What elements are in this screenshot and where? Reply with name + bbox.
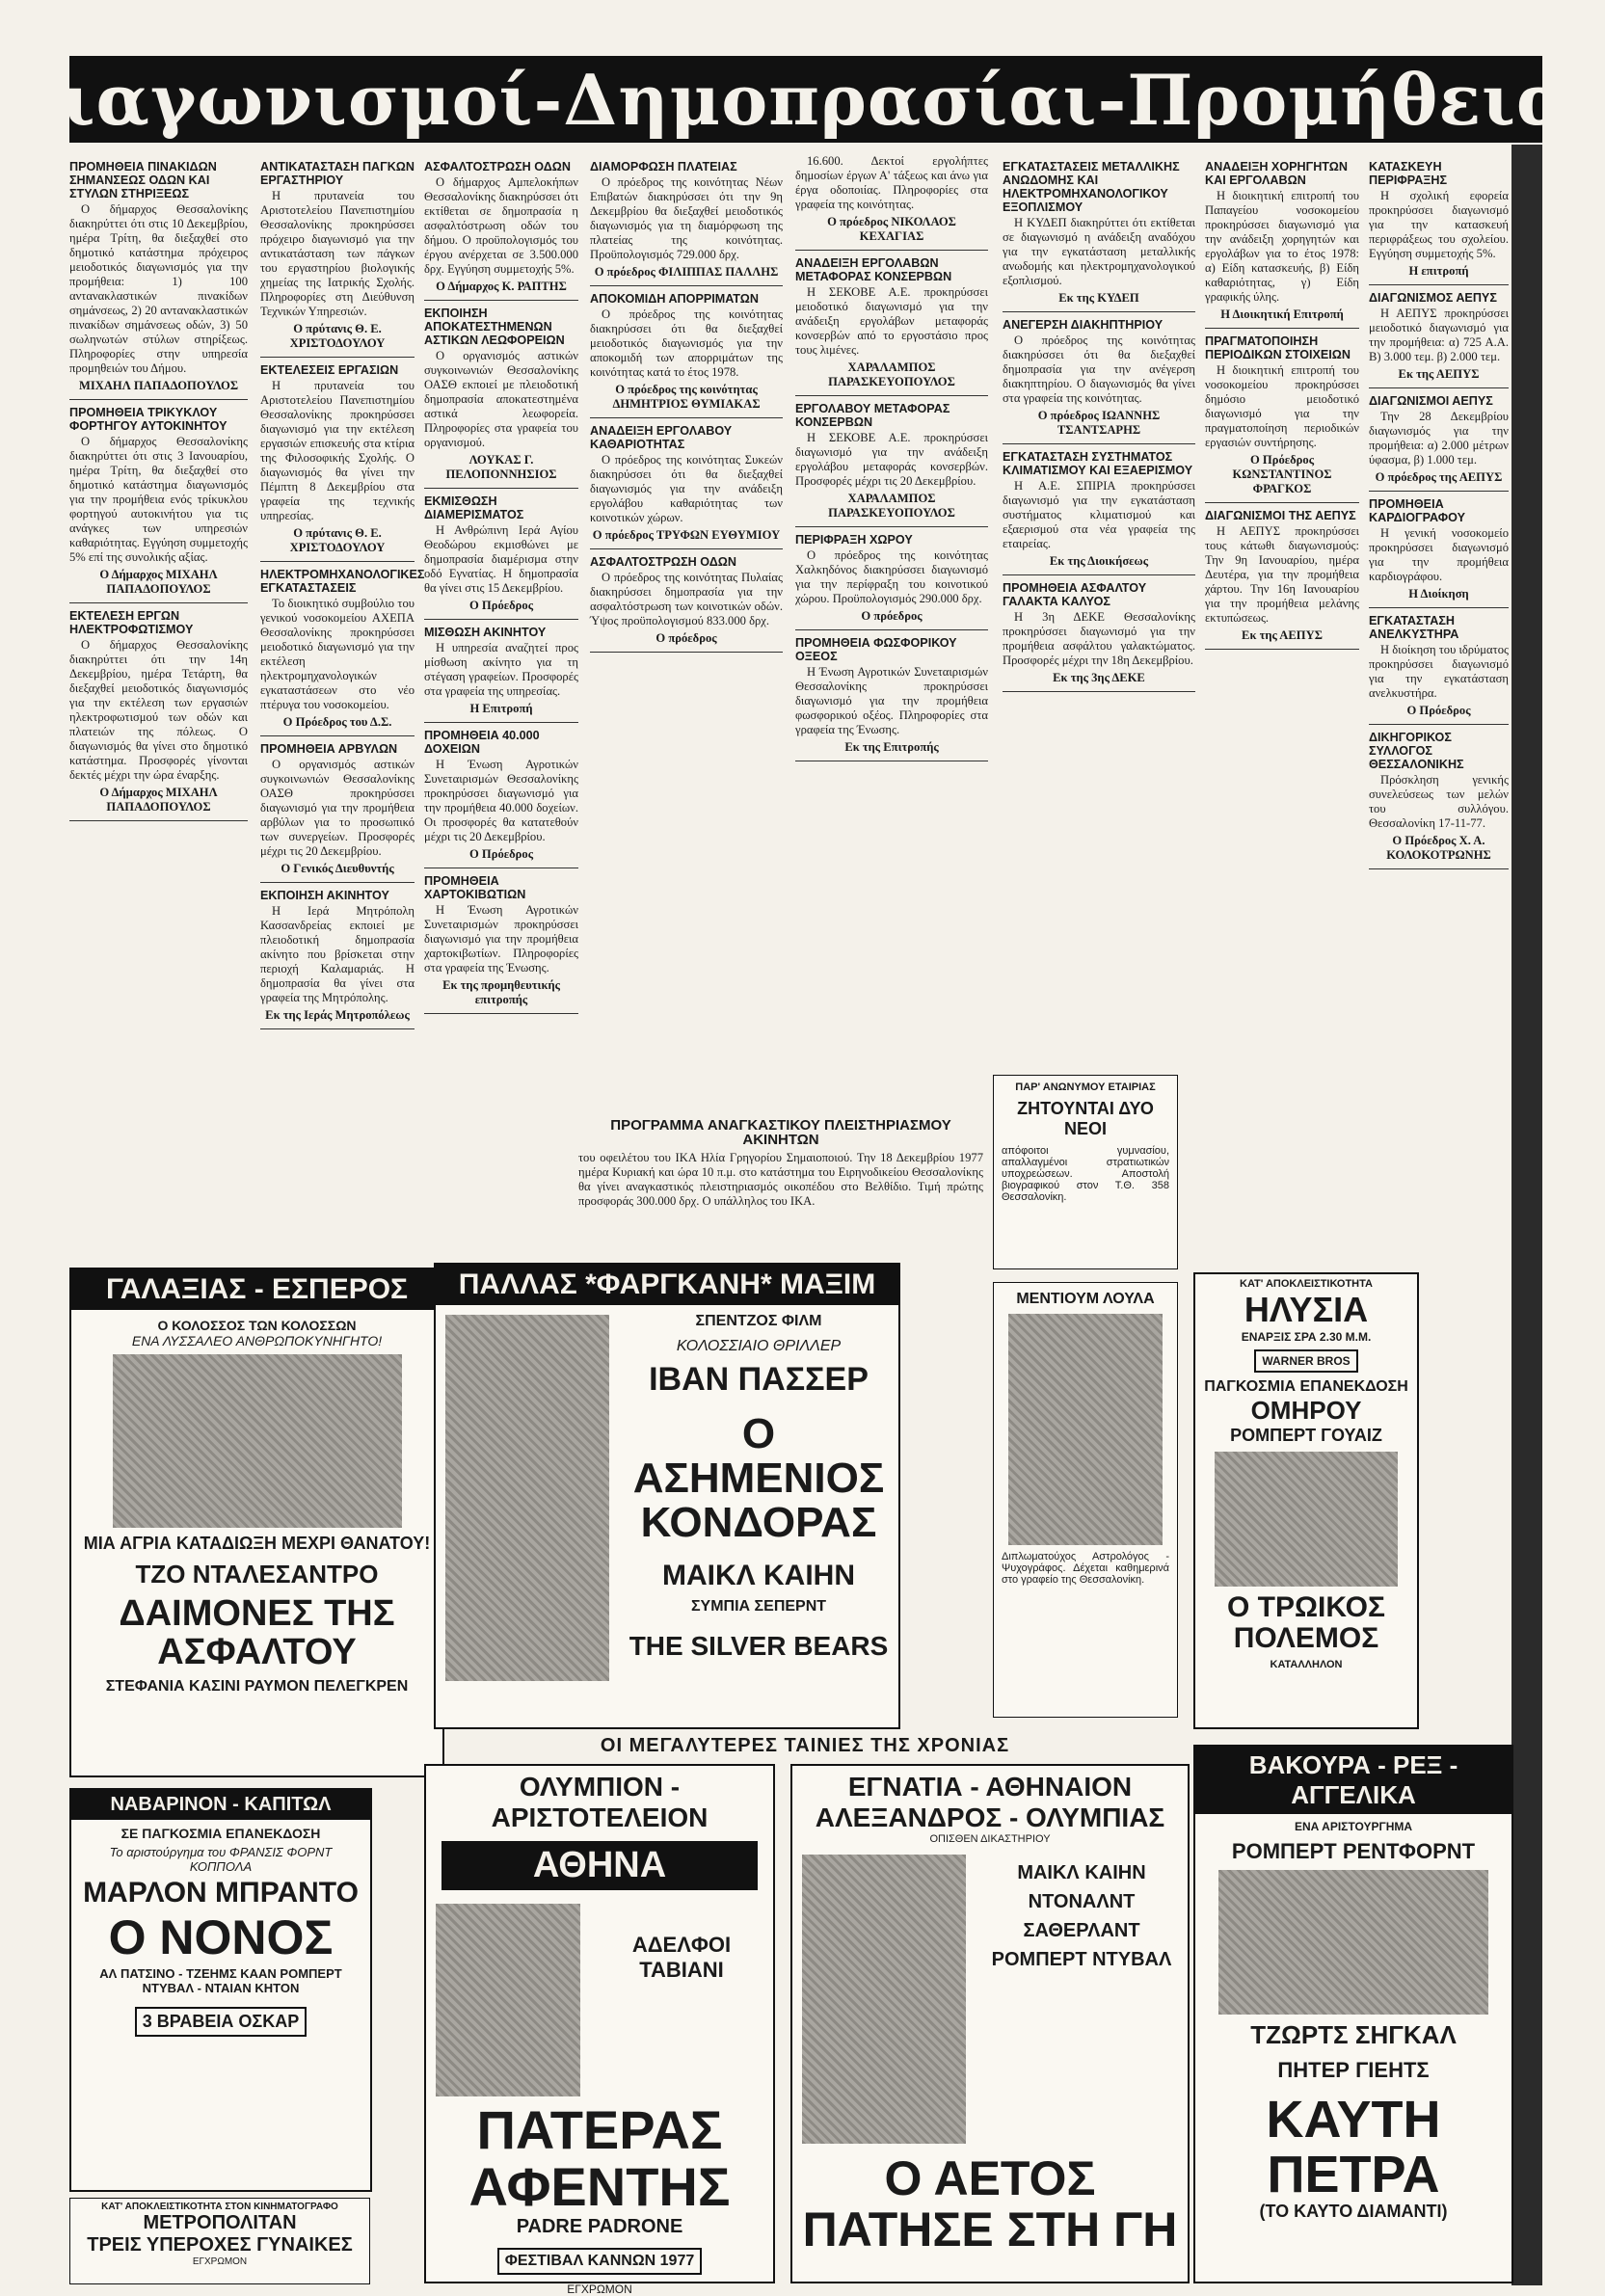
notice-body: Η ΣΕΚΟΒΕ Α.Ε. προκηρύσσει μειοδοτικό διαγωνισμό για την ανάδειξη εργολάβων μεταφοράς κονσερβών από το εργοστάσιο προς τους λιμένες. xyxy=(795,285,988,357)
notice-heading: ΕΓΚΑΤΑΣΤΑΣΗ ΣΥΣΤΗΜΑΤΟΣ ΚΛΙΜΑΤΙΣΜΟΥ ΚΑΙ ΕΞΑΕΡΙΣΜΟΥ xyxy=(1003,450,1193,477)
ad-pallas-studio: ΣΠΕΝΤΖΟΣ ΦΙΛΜ xyxy=(695,1313,822,1329)
ad-olympion-line1: ΑΔΕΛΦΟΙ ΤΑΒΙΑΝΙ xyxy=(631,1933,732,1982)
notice-body: Ο δήμαρχος Αμπελοκήπων Θεσσαλονίκης διακηρύσσει ότι εκτίθεται σε δημοπρασία η ασφαλτόστρωση οδών του δήμου. Ο προϋπολογισμός του έργου ανέρχεται σε 3.500.000 δρχ. Εγγύηση συμμετοχής 5%. xyxy=(424,175,578,276)
notice-signature: Ο πρόεδρος ΦΙΛΙΠΠΑΣ ΠΑΛΛΗΣ xyxy=(594,265,779,279)
divider xyxy=(795,395,988,396)
ad-pallas-star: ΜΑΙΚΛ ΚΑΙΗΝ xyxy=(662,1559,855,1591)
notice-heading: ΠΡΑΓΜΑΤΟΠΟΙΗΣΗ ΠΕΡΙΟΔΙΚΩΝ ΣΤΟΙΧΕΙΩΝ xyxy=(1205,334,1351,361)
divider xyxy=(1205,502,1359,503)
divider xyxy=(1003,574,1195,575)
notice-body: Ο δήμαρχος Θεσσαλονίκης διακηρύττει ότι στις 10 Δεκεμβρίου, ημέρα Τρίτη, θα διεξαχθεί στο δημοτικό κατάστημα πρόχειρος μειοδοτικός διαγωνισμός για την προμήθεια: 1) 100 αντανακλαστικών πινακίδων σημάνσεως, 2) 20 αντανακλαστικών πινακίδων σημάνσεως οδών, 3) 50 σωληνωτών στύλων στηρίξεως. Πληροφορίες στην υπηρεσία προμηθειών του Δήμου. xyxy=(69,202,248,375)
ad-navarinon-star: ΜΑΡΛΟΝ ΜΠΡΑΝΤΟ xyxy=(83,1877,359,1909)
ad-navarinon-cast: ΑΛ ΠΑΤΣΙΝΟ - ΤΖΕΗΜΣ ΚΑΑΝ ΡΟΜΠΕΡΤ ΝΤΥΒΑΛ - ΝΤΑΙΑΝ ΚΗΤΟΝ xyxy=(99,1966,342,1995)
notice-signature: Ο Δήμαρχος Κ. ΡΑΠΤΗΣ xyxy=(436,280,567,293)
notice-body: Η σχολική εφορεία προκηρύσσει διαγωνισμό για την κατασκευή περιφράξεως του σχολείου. Εγγύηση συμμετοχής 5%. xyxy=(1369,189,1509,260)
notice-body: Η διοικητική επιτροπή του νοσοκομείου προκηρύσσει δημόσιο μειοδοτικό διαγωνισμό για την πραγματοποίηση περιοδικών εργασιών συντήρησης. xyxy=(1205,363,1359,449)
ad-ilysia-star: ΡΟΜΠΕΡΤ ΓΟΥΑΙΖ xyxy=(1230,1426,1382,1445)
ad-ilysia-line2: ΠΑΓΚΟΣΜΙΑ ΕΠΑΝΕΚΔΟΣΗ xyxy=(1204,1378,1408,1395)
ad-mentioum-title: ΜΕΝΤΙΟΥΜ ΛΟΥΛΑ xyxy=(1016,1291,1155,1307)
page-fold-edge xyxy=(1511,145,1542,2285)
notice-body: Η Α.Ε. ΣΠΙΡΙΑ προκηρύσσει διαγωνισμό για την εγκατάσταση συστήματος κλιματισμού και εξαερισμού στα νέα γραφεία της εταιρείας. xyxy=(1003,479,1195,550)
divider xyxy=(590,652,783,653)
ad-mentioum-photo xyxy=(1008,1314,1163,1545)
notice-signature: Ο πρόεδρος ΝΙΚΟΛΑΟΣ ΚΕΧΑΓΙΑΣ xyxy=(827,215,956,243)
ad-pallas-director: ΙΒΑΝ ΠΑΣΣΕΡ xyxy=(649,1361,869,1398)
notice-body: Η ΑΕΠΥΣ προκηρύσσει τους κάτωθι διαγωνισμούς: Την 9η Ιανουαρίου, ημέρα Δευτέρα, για την προμήθεια χάρτου. Την 16η Ιανουαρίου για την προμήθεια μελάνης εκτυπώσεως. xyxy=(1205,524,1359,625)
divider xyxy=(1003,443,1195,444)
notice-heading: ΔΙΑΓΩΝΙΣΜΟΣ ΑΕΠΥΣ xyxy=(1369,291,1497,305)
divider xyxy=(795,250,988,251)
notice-body: Ο οργανισμός αστικών συγκοινωνιών Θεσσαλονίκης ΟΑΣΘ προκηρύσσει διαγωνισμό για την προμήθεια αρβύλων για το προσωπικό των συνεργείων. Προσφορές μέχρι τις 20 Δεκεμβρίου. xyxy=(260,758,415,858)
notice-signature: Εκ της προμηθευτικής επιτροπής xyxy=(442,978,560,1006)
notice-body: Ο δήμαρχος Θεσσαλονίκης διακηρύττει ότι στις 3 Ιανουαρίου, ημέρα Τρίτη, θα διεξαχθεί στο δημοτικό κατάστημα διαγωνισμός για την προμήθεια ενός τρίκυκλου φορτηγού αυτοκινήτου για τις ανάγκες των υπηρεσιών καθαριότητας. Εγγύηση συμμετοχής 5% επί της συνολικής αξίας. xyxy=(69,435,248,564)
notice-heading: ΕΚΠΟΙΗΣΗ ΑΠΟΚΑΤΕΣΤΗΜΕΝΩΝ ΑΣΤΙΚΩΝ ΛΕΩΦΟΡΕΙΩΝ xyxy=(424,307,565,347)
notice-signature: Ο πρόεδρος ΙΩΑΝΝΗΣ ΤΣΑΝΤΣΑΡΗΣ xyxy=(1037,409,1161,437)
notice-heading: ΔΙΑΜΟΡΦΩΣΗ ΠΛΑΤΕΙΑΣ xyxy=(590,160,737,174)
ad-egnatia-head: ΕΓΝΑΤΙΑ - ΑΘΗΝΑΙΟΝ xyxy=(847,1772,1133,1802)
notice-body: Η Ιερά Μητρόπολη Κασσανδρείας εκποιεί με πλειοδοτική δημοπρασία ακίνητο που βρίσκεται στην περιοχή Καλαμαριάς. Η δημοπρασία θα γίνει στα γραφεία της Μητρόπολης. xyxy=(260,904,415,1004)
column-5 xyxy=(795,154,988,1118)
divider xyxy=(260,882,415,883)
ad-agency-title: ΖΗΤΟΥΝΤΑΙ ΔΥΟ ΝΕΟΙ xyxy=(1017,1099,1154,1138)
notice-body: Η ΣΕΚΟΒΕ Α.Ε. προκηρύσσει διαγωνισμό για την ανάδειξη εργολάβου μεταφοράς κονσερβών. Προσφορές μέχρι τις 20 Δεκεμβρίου. xyxy=(795,431,988,488)
films-strip: ΟΙ ΜΕΓΑΛΥΤΕΡΕΣ ΤΑΙΝΙΕΣ ΤΗΣ ΧΡΟΝΙΑΣ xyxy=(600,1735,1010,1756)
divider xyxy=(260,1028,415,1029)
notice-signature: Ο Πρόεδρος xyxy=(468,847,534,861)
notice-heading: ΕΚΜΙΣΘΩΣΗ ΔΙΑΜΕΡΙΣΜΑΤΟΣ xyxy=(424,494,524,521)
notice-signature: Ο Πρόεδρος ΚΩΝΣΤΑΝΤΙΝΟΣ ΦΡΑΓΚΟΣ xyxy=(1232,453,1332,495)
notice-heading: ΔΙΑΓΩΝΙΣΜΟΙ ΤΗΣ ΑΕΠΥΣ xyxy=(1205,509,1356,522)
notice-body: Το διοικητικό συμβούλιο του γενικού νοσοκομείου ΑΧΕΠΑ Θεσσαλονίκης προκηρύσσει μειοδοτικό διαγωνισμό για την εκτέλεση ηλεκτρομηχανολογικών εγκαταστάσεων στο νέο πτέρυγα του νοσοκομείου. xyxy=(260,597,415,711)
ad-ilysia-photo xyxy=(1215,1452,1398,1587)
ad-olympion xyxy=(424,1764,775,2296)
column-7 xyxy=(1205,154,1359,1263)
divider xyxy=(1369,284,1509,285)
ad-ilysia-head: ΚΑΤ' ΑΠΟΚΛΕΙΣΤΙΚΟΤΗΤΑ xyxy=(1240,1278,1373,1290)
column-2 xyxy=(260,154,425,1263)
auction-program-title: ΠΡΟΓΡΑΜΜΑ ΑΝΑΓΚΑΣΤΙΚΟΥ ΠΛΕΙΣΤΗΡΙΑΣΜΟΥ ΑΚΙΝΗΤΩΝ xyxy=(610,1117,951,1148)
notice-heading: ΕΚΠΟΙΗΣΗ ΑΚΙΝΗΤΟΥ xyxy=(260,889,389,902)
ad-ilysia-foot: ΚΑΤΑΛΛΗΛΟΝ xyxy=(1270,1659,1343,1670)
ad-navarinon-head: ΝΑΒΑΡΙΝΟΝ - ΚΑΠΙΤΩΛ xyxy=(71,1790,370,1820)
divider xyxy=(1205,649,1359,650)
notice-signature: Ο Πρόεδρος xyxy=(468,599,534,612)
ad-navarinon xyxy=(69,1788,372,2192)
ad-galaxias-line2: ΕΝΑ ΛΥΣΣΑΛΕΟ ΑΝΘΡΩΠΟΚΥΝΗΓΗΤΟ! xyxy=(131,1333,383,1348)
notice-body: Η πρυτανεία του Αριστοτελείου Πανεπιστημίου Θεσσαλονίκης προκηρύσσει πρόχειρο διαγωνισμό για την αντικατάσταση των πάγκων του εργαστηρίου βιολογικής χημείας της Ιατρικής Σχολής. Πληροφορίες στη Διεύθυνση Τεχνικών Υπηρεσιών. xyxy=(260,189,415,318)
ad-agency-line1: ΠΑΡ' ΑΝΩΝΥΜΟΥ ΕΤΑΙΡΙΑΣ xyxy=(1015,1081,1156,1093)
ad-agency-text: απόφοιτοι γυμνασίου, απαλλαγμένοι στρατιωτικών υποχρεώσεων. Αποστολή βιογραφικού στον Τ.Θ. 358 Θεσσαλονίκη. xyxy=(1002,1145,1169,1203)
ad-vakoura-photo xyxy=(1218,1870,1488,2015)
notice-body: Ο πρόεδρος της κοινότητας Συκεών διακηρύσσει ότι θα διεξαχθεί διαγωνισμός για την ανάδειξη εργολάβου καθαριότητας των κοινοτικών χώρων. xyxy=(590,453,783,524)
notice-heading: ΑΝΤΙΚΑΤΑΣΤΑΣΗ ΠΑΓΚΩΝ ΕΡΓΑΣΤΗΡΙΟΥ xyxy=(260,160,415,187)
notice-heading: ΠΕΡΙΦΡΑΞΗ ΧΩΡΟΥ xyxy=(795,533,913,547)
notice-body: Η διοίκηση του ιδρύματος προκηρύσσει διαγωνισμό για την εγκατάσταση ανελκυστήρα. xyxy=(1369,643,1509,700)
ad-galaxias-line3: ΜΙΑ ΑΓΡΙΑ ΚΑΤΑΔΙΩΞΗ ΜΕΧΡΙ ΘΑΝΑΤΟΥ! xyxy=(83,1534,431,1553)
ad-vakoura-head: ΒΑΚΟΥΡΑ - ΡΕΞ - ΑΓΓΕΛΙΚΑ xyxy=(1195,1747,1511,1814)
ad-mentioum-text: Διπλωματούχος Αστρολόγος - Ψυχογράφος. Δέχεται καθημερινά στο γραφείο της Θεσσαλονίκη. xyxy=(1002,1551,1169,1586)
ad-galaxias-line1: Ο ΚΟΛΟΣΣΟΣ ΤΩΝ ΚΟΛΟΣΣΩΝ xyxy=(157,1318,357,1333)
notice-heading: ΠΡΟΜΗΘΕΙΑ ΚΑΡΔΙΟΓΡΑΦΟΥ xyxy=(1369,497,1465,524)
notice-heading: ΑΣΦΑΛΤΟΣΤΡΩΣΗ ΟΔΩΝ xyxy=(424,160,571,174)
auction-program xyxy=(578,1118,983,1253)
notice-signature: Ο Γενικός Διευθυντής xyxy=(281,862,394,875)
notice-heading: ΕΚΤΕΛΕΣΗ ΕΡΓΩΝ ΗΛΕΚΤΡΟΦΩΤΙΣΜΟΥ xyxy=(69,609,194,636)
divider xyxy=(424,1013,578,1014)
notice-heading: ΗΛΕΚΤΡΟΜΗΧΑΝΟΛΟΓΙΚΕΣ ΕΓΚΑΤΑΣΤΑΣΕΙΣ xyxy=(260,568,425,595)
ad-vakoura xyxy=(1193,1745,1513,2283)
ad-navarinon-title: Ο ΝΟΝΟΣ xyxy=(108,1909,334,1964)
ad-metropolitan-cinema: ΜΕΤΡΟΠΟΛΙΤΑΝ xyxy=(143,2212,297,2233)
divider xyxy=(590,285,783,286)
divider xyxy=(590,548,783,549)
notice-signature: Ο πρόεδρος ΤΡΥΦΩΝ ΕΥΘΥΜΙΟΥ xyxy=(592,528,781,542)
notice-heading: ΔΙΑΓΩΝΙΣΜΟΙ ΑΕΠΥΣ xyxy=(1369,394,1493,408)
notice-signature: Ο πρύτανις Θ. Ε. ΧΡΙΣΤΟΔΟΥΛΟΥ xyxy=(289,526,386,554)
divider xyxy=(795,526,988,527)
notice-signature: Εκ της ΑΕΠΥΣ xyxy=(1242,628,1323,642)
notice-body: Η Ένωση Αγροτικών Συνεταιρισμών Θεσσαλονίκης προκηρύσσει διαγωνισμό για την προμήθεια φωσφορικού οξέος. Πληροφορίες στα γραφεία της Ένωσης. xyxy=(795,665,988,736)
ad-agency xyxy=(993,1075,1178,1269)
notice-signature: Εκ της Διοικήσεως xyxy=(1049,554,1149,568)
divider xyxy=(1369,387,1509,388)
ad-olympion-head: ΟΛΥΜΠΙΟΝ - ΑΡΙΣΤΟΤΕΛΕΙΟΝ xyxy=(491,1772,709,1832)
ad-vakoura-star3: ΠΗΤΕΡ ΓΙΕΗΤΣ xyxy=(1277,2058,1430,2082)
ad-galaxias-title: ΔΑΙΜΟΝΕΣ ΤΗΣ ΑΣΦΑΛΤΟΥ xyxy=(119,1593,395,1672)
notice-signature: Εκ της ΚΥΔΕΠ xyxy=(1058,291,1139,305)
notice-signature: Ο πρόεδρος της κοινότητας ΔΗΜΗΤΡΙΟΣ ΘΥΜΙΑΚΑΣ xyxy=(612,383,761,411)
column-1 xyxy=(69,154,248,1407)
auction-program-text: του οφειλέτου του ΙΚΑ Ηλία Γρηγορίου Σημαιοποιού. Την 18 Δεκεμβρίου 1977 ημέρα Κυριακή και ώρα 10 π.μ. στο κατάστημα του Ειρηνοδικείου Θεσσαλονίκης θα γίνει αναγκαστικός πλειστηριασμός οικοπέδου στο Βελθίδιο. Τιμή πρώτης προσφοράς 300.000 δρχ. Ο υπάλληλος του ΙΚΑ. xyxy=(578,1151,983,1208)
notice-heading: ΕΓΚΑΤΑΣΤΑΣΕΙΣ ΜΕΤΑΛΛΙΚΗΣ ΑΝΩΔΟΜΗΣ ΚΑΙ ΗΛΕΚΤΡΟΜΗΧΑΝΟΛΟΓΙΚΟΥ ΕΞΟΠΛΙΣΜΟΥ xyxy=(1003,160,1180,214)
notice-heading: ΕΓΚΑΤΑΣΤΑΣΗ ΑΝΕΛΚΥΣΤΗΡΑ xyxy=(1369,614,1459,641)
divider xyxy=(260,357,415,358)
divider xyxy=(1003,691,1195,692)
ad-egnatia-title: Ο ΑΕΤΟΣ ΠΑΤΗΣΕ ΣΤΗ ΓΗ xyxy=(802,2151,1178,2256)
notice-body: Πρόσκληση γενικής συνελεύσεως των μελών του συλλόγου. Θεσσαλονίκη 17-11-77. xyxy=(1369,773,1509,830)
notice-heading: ΑΝΑΔΕΙΞΗ ΕΡΓΟΛΑΒΩΝ ΜΕΤΑΦΟΡΑΣ ΚΟΝΣΕΡΒΩΝ xyxy=(795,256,952,283)
divider xyxy=(69,602,248,603)
notice-body: Την 28 Δεκεμβρίου διαγωνισμός για την προμήθεια: α) 2.000 μέτρων ύφασμα, β) 1.000 τεμ. xyxy=(1369,410,1509,467)
notice-signature: Εκ της Ιεράς Μητροπόλεως xyxy=(265,1008,410,1022)
divider xyxy=(424,722,578,723)
ad-pallas xyxy=(434,1263,900,1729)
ad-ilysia-title: Ο ΤΡΩΙΚΟΣ ΠΟΛΕΜΟΣ xyxy=(1226,1591,1386,1654)
ad-ilysia-line3: ΟΜΗΡΟΥ xyxy=(1250,1396,1362,1425)
notice-body: Η Ένωση Αγροτικών Συνεταιρισμών προκηρύσσει διαγωνισμό για την προμήθεια χαρτοκιβωτίων. Πληροφορίες στα γραφεία της Ένωσης. xyxy=(424,903,578,974)
ad-pallas-cast: ΣΥΜΠΙΑ ΣΕΠΕΡΝΤ xyxy=(690,1597,827,1615)
ad-olympion-award: ΦΕΣΤΙΒΑΛ ΚΑΝΝΩΝ 1977 xyxy=(497,2248,703,2275)
ad-olympion-city: ΑΘΗΝΑ xyxy=(441,1841,758,1890)
notice-heading: ΠΡΟΜΗΘΕΙΑ ΑΣΦΑΛΤΟΥ ΓΑΛΑΚΤΑ ΚΑΛΥΟΣ xyxy=(1003,581,1147,608)
notice-body: 16.600. Δεκτοί εργολήπτες δημοσίων έργων Α' τάξεως και άνω για έργα οδοποιίας. Πληροφορίες στα γραφεία της κοινότητας. xyxy=(795,154,988,211)
notice-signature: Ο πρόεδρος xyxy=(861,609,923,623)
ad-egnatia-cast: ΜΑΙΚΛ ΚΑΙΗΝ ΝΤΟΝΑΛΝΤ ΣΑΘΕΡΛΑΝΤ ΡΟΜΠΕΡΤ ΝΤΥΒΑΛ xyxy=(991,1862,1172,1970)
ad-metropolitan-title: ΤΡΕΙΣ ΥΠΕΡΟΧΕΣ ΓΥΝΑΙΚΕΣ xyxy=(87,2234,353,2256)
divider xyxy=(795,629,988,630)
divider xyxy=(1205,328,1359,329)
ad-navarinon-line1: ΣΕ ΠΑΓΚΟΣΜΙΑ ΕΠΑΝΕΚΔΟΣΗ xyxy=(120,1826,321,1841)
ad-ilysia-cinema: ΗΛΥΣΙΑ xyxy=(1244,1290,1369,1329)
divider xyxy=(424,300,578,301)
ad-vakoura-sub: (ΤΟ ΚΑΥΤΟ ΔΙΑΜΑΝΤΙ) xyxy=(1259,2202,1448,2222)
ad-metropolitan xyxy=(69,2198,370,2284)
notice-body: Η Ένωση Αγροτικών Συνεταιρισμών Θεσσαλονίκης προκηρύσσει διαγωνισμό για την προμήθεια 40.000 δοχείων. Οι προσφορές θα κατατεθούν μέχρι τις 20 Δεκεμβρίου. xyxy=(424,758,578,843)
ad-olympion-tag: ΕΓΧΡΩΜΟΝ xyxy=(567,2282,632,2296)
notice-heading: ΕΡΓΟΛΑΒΟΥ ΜΕΤΑΦΟΡΑΣ ΚΟΝΣΕΡΒΩΝ xyxy=(795,402,950,429)
ad-metropolitan-tag: ΕΓΧΡΩΜΟΝ xyxy=(192,2256,248,2267)
ad-vakoura-title: ΚΑΥΤΗ ΠΕΤΡΑ xyxy=(1266,2091,1441,2203)
ad-mentioum xyxy=(993,1282,1178,1718)
notice-body: Η διοικητική επιτροπή του Παπαγείου νοσοκομείου προκηρύσσει διαγωνισμό για την ανάδειξη χορηγητών και εργολάβων για το έτος 1978: α) Είδη κατασκευής, β) Είδη καθαριότητας, γ) Είδη γραφικής ύλης. xyxy=(1205,189,1359,304)
notice-signature: Ο πρόεδρος της ΑΕΠΥΣ xyxy=(1375,470,1503,484)
notice-body: Η γενική νοσοκομείο προκηρύσσει διαγωνισμό για την προμήθεια καρδιογράφου. xyxy=(1369,526,1509,583)
notice-body: Ο δήμαρχος Θεσσαλονίκης διακηρύττει ότι την 14η Δεκεμβρίου, ημέρα Τετάρτη, θα διεξαχθεί μειοδοτικός διαγωνισμός για την εκτέλεση των εργασιών ηλεκτροφωτισμού των οδών και πλατειών της πόλεως. Ο διαγωνισμός θα γίνει στο δημοτικό κατάστημα. Προσφορές γίνονται δεκτές μέχρι την ώρα έναρξης. xyxy=(69,638,248,782)
notice-signature: Ο Πρόεδρος xyxy=(1406,704,1471,717)
divider xyxy=(260,735,415,736)
notice-body: Ο πρόεδρος της κοινότητας Πυλαίας διακηρύσσει δημοπρασία για την ασφαλτόστρωση των κοινοτικών οδών. Ύψος προϋπολογισμού 833.000 δρχ. xyxy=(590,571,783,627)
notice-body: Η πρυτανεία του Αριστοτελείου Πανεπιστημίου Θεσσαλονίκης προκηρύσσει διαγωνισμό για την εκτέλεση εργασιών επισκευής στα κτίρια της Φιλοσοφικής Σχολής. Ο διαγωνισμός θα γίνει την Πέμπτη 8 Δεκεμβρίου στα γραφεία της τεχνικής υπηρεσίας. xyxy=(260,379,415,522)
notice-heading: ΑΝΕΓΕΡΣΗ ΔΙΑΚΗΠΤΗΡΙΟΥ xyxy=(1003,318,1164,332)
notice-heading: ΑΠΟΚΟΜΙΔΗ ΑΠΟΡΡΙΜΑΤΩΝ xyxy=(590,292,759,306)
ad-galaxias-star: ΤΖΟ ΝΤΑΛΕΣΑΝΤΡΟ xyxy=(135,1560,379,1589)
notice-body: Η υπηρεσία αναζητεί προς μίσθωση ακίνητο για τη στέγαση γραφείων. Προσφορές στα γραφεία της υπηρεσίας. xyxy=(424,641,578,698)
ad-galaxias-head: ΓΑΛΑΞΙΑΣ - ΕΣΠΕΡΟΣ xyxy=(71,1269,442,1310)
notice-heading: ΑΝΑΔΕΙΞΗ ΕΡΓΟΛΑΒΟΥ ΚΑΘΑΡΙΟΤΗΤΑΣ xyxy=(590,424,733,451)
notice-signature: ΧΑΡΑΛΑΜΠΟΣ ΠΑΡΑΣΚΕΥΟΠΟΥΛΟΣ xyxy=(828,492,955,520)
notice-body: Ο πρόεδρος της κοινότητας διακηρύσσει ότι θα διεξαχθεί δημοπρασία για την ανέγερση διακηπτηρίου. Ο διαγωνισμός θα γίνει στα γραφεία της κοινότητας. xyxy=(1003,334,1195,405)
notice-signature: Η Επιτροπή xyxy=(469,702,533,715)
notice-heading: ΠΡΟΜΗΘΕΙΑ 40.000 ΔΟΧΕΙΩΝ xyxy=(424,729,540,756)
notice-heading: ΜΙΣΘΩΣΗ ΑΚΙΝΗΤΟΥ xyxy=(424,626,547,639)
ad-ilysia-line1: ΕΝΑΡΞΙΣ ΣΡΑ 2.30 Μ.Μ. xyxy=(1241,1330,1372,1344)
notice-signature: Η Διοικητική Επιτροπή xyxy=(1220,307,1344,321)
notice-body: Ο πρόεδρος της κοινότητας Χαλκηδόνος διακηρύσσει διαγωνισμό για την περίφραξη του κοινοτικού χώρου. Προϋπολογισμός 290.000 δρχ. xyxy=(795,548,988,605)
notice-signature: Εκ της Επιτροπής xyxy=(844,740,939,754)
notice-heading: ΠΡΟΜΗΘΕΙΑ ΦΩΣΦΟΡΙΚΟΥ ΟΞΕΟΣ xyxy=(795,636,957,663)
divider xyxy=(590,417,783,418)
ad-pallas-head: ΠΑΛΛΑΣ *ΦΑΡΓΚΑΝΗ* ΜΑΞΙΜ xyxy=(436,1265,898,1305)
notice-body: Ο πρόεδρος της κοινότητας διακηρύσσει ότι θα διεξαχθεί μειοδοτικός διαγωνισμός για την αποκομιδή των απορριμάτων της κοινότητας κατά το έτος 1978. xyxy=(590,307,783,379)
notice-heading: ΑΝΑΔΕΙΞΗ ΧΟΡΗΓΗΤΩΝ ΚΑΙ ΕΡΓΟΛΑΒΩΝ xyxy=(1205,160,1348,187)
column-4 xyxy=(590,154,783,1099)
column-3 xyxy=(424,154,578,1263)
notice-heading: ΕΚΤΕΛΕΣΕΙΣ ΕΡΓΑΣΙΩΝ xyxy=(260,363,399,377)
ad-navarinon-line2: Το αριστούργημα του ΦΡΑΝΣΙΣ ΦΟΡΝΤ ΚΟΠΠΟΛΑ xyxy=(109,1845,333,1874)
ad-galaxias-cast: ΣΤΕΦΑΝΙΑ ΚΑΣΙΝΙ ΡΑΥΜΟΝ ΠΕΛΕΓΚΡΕΝ xyxy=(105,1677,409,1695)
ad-ilysia xyxy=(1193,1272,1419,1729)
ad-vakoura-star: ΡΟΜΠΕΡΤ ΡΕΝΤΦΟΡΝΤ xyxy=(1231,1839,1476,1863)
notice-heading: ΠΡΟΜΗΘΕΙΑ ΧΑΡΤΟΚΙΒΩΤΙΩΝ xyxy=(424,874,526,901)
notice-body: Ο πρόεδρος της κοινότητας Νέων Επιβατών διακηρύσσει ότι την 9η Δεκεμβρίου θα διεξαχθεί μειοδοτικός διαγωνισμός για τη διαμόρφωση της πλατείας της κοινότητας. Προϋπολογισμός 729.000 δρχ. xyxy=(590,175,783,261)
ad-olympion-sub: PADRE PADRONE xyxy=(516,2215,683,2237)
divider xyxy=(69,820,248,821)
ad-olympion-title: ΠΑΤΕΡΑΣ ΑΦΕΝΤΗΣ xyxy=(468,2099,731,2217)
notice-heading: ΑΣΦΑΛΤΟΣΤΡΩΣΗ ΟΔΩΝ xyxy=(590,555,736,569)
ad-egnatia-line1: ΟΠΙΣΘΕΝ ΔΙΚΑΣΤΗΡΙΟΥ xyxy=(929,1833,1051,1845)
notice-heading: ΔΙΚΗΓΟΡΙΚΟΣ ΣΥΛΛΟΓΟΣ ΘΕΣΣΑΛΟΝΙΚΗΣ xyxy=(1369,731,1464,771)
notice-signature: Εκ της ΑΕΠΥΣ xyxy=(1398,367,1480,381)
ad-galaxias xyxy=(69,1268,444,1777)
divider xyxy=(69,399,248,400)
notice-body: Ο οργανισμός αστικών συγκοινωνιών Θεσσαλονίκης ΟΑΣΘ εκποιεί με πλειοδοτική δημοπρασία αποκατεστημένα αστικά λεωφορεία. Πληροφορίες στα γραφεία του οργανισμού. xyxy=(424,349,578,449)
ad-pallas-photo xyxy=(445,1315,609,1681)
notice-signature: Εκ της 3ης ΔΕΚΕ xyxy=(1053,671,1145,684)
divider xyxy=(1369,607,1509,608)
notice-heading: ΠΡΟΜΗΘΕΙΑ ΠΙΝΑΚΙΔΩΝ ΣΗΜΑΝΣΕΩΣ ΟΔΩΝ ΚΑΙ ΣΤΥΛΩΝ ΣΤΗΡΙΞΕΩΣ xyxy=(69,160,217,200)
ad-vakoura-star2: ΤΖΩΡΤΣ ΣΗΓΚΑΛ xyxy=(1250,2020,1457,2049)
divider xyxy=(260,561,415,562)
notice-signature: Ο Πρόεδρος του Δ.Σ. xyxy=(282,715,392,729)
notice-signature: ΧΑΡΑΛΑΜΠΟΣ ΠΑΡΑΣΚΕΥΟΠΟΥΛΟΣ xyxy=(828,360,955,388)
section-banner: Διαγωνισμοί-Δημοπρασίαι-Προμήθειαι xyxy=(69,56,1542,143)
notice-signature: ΜΙΧΑΗΛ ΠΑΠΑΔΟΠΟΥΛΟΣ xyxy=(78,379,239,392)
notice-signature: Ο Πρόεδρος Χ. Α. ΚΟΛΟΚΟΤΡΩΝΗΣ xyxy=(1386,834,1491,862)
ad-egnatia-head2: ΑΛΕΞΑΝΔΡΟΣ - ΟΛΥΜΠΙΑΣ xyxy=(815,1802,1165,1832)
notice-body: Η ΚΥΔΕΠ διακηρύττει ότι εκτίθεται σε διαγωνισμό η ανάδειξη αναδόχου για την εγκατάσταση μεταλλικής ανωδομής και ηλεκτρομηχανολογικού εξοπλισμού. xyxy=(1003,216,1195,287)
divider xyxy=(424,488,578,489)
ad-metropolitan-line1: ΚΑΤ' ΑΠΟΚΛΕΙΣΤΙΚΟΤΗΤΑ ΣΤΟΝ ΚΙΝΗΜΑΤΟΓΡΑΦΟ xyxy=(101,2202,338,2212)
notice-signature: Ο Δήμαρχος ΜΙΧΑΗΛ ΠΑΠΑΔΟΠΟΥΛΟΣ xyxy=(99,786,218,814)
divider xyxy=(1369,724,1509,725)
notice-heading: ΠΡΟΜΗΘΕΙΑ ΑΡΒΥΛΩΝ xyxy=(260,742,398,756)
notice-signature: Ο πρύτανις Θ. Ε. ΧΡΙΣΤΟΔΟΥΛΟΥ xyxy=(289,322,386,350)
ad-egnatia xyxy=(790,1764,1190,2283)
divider xyxy=(1369,868,1509,869)
ad-vakoura-line1: ΕΝΑ ΑΡΙΣΤΟΥΡΓΗΜΑ xyxy=(1294,1820,1413,1833)
ad-ilysia-studio: WARNER BROS xyxy=(1254,1349,1357,1373)
notice-signature: ΛΟΥΚΑΣ Γ. ΠΕΛΟΠΟΝΝΗΣΙΟΣ xyxy=(445,453,557,481)
notice-body: Η Ανθρώπινη Ιερά Αγίου Θεοδώρου εκμισθώνει με δημοπρασία διαμέρισμα στην οδό Εγνατίας. Η δημοπρασία θα γίνει στις 15 Δεκεμβρίου. xyxy=(424,523,578,595)
notice-signature: Ο πρόεδρος xyxy=(655,631,717,645)
ad-pallas-title: Ο ΑΣΗΜΕΝΙΟΣ ΚΟΝΔΟΡΑΣ xyxy=(632,1410,885,1547)
divider xyxy=(1369,491,1509,492)
notice-heading: ΚΑΤΑΣΚΕΥΗ ΠΕΡΙΦΡΑΞΗΣ xyxy=(1369,160,1448,187)
ad-navarinon-awards: 3 ΒΡΑΒΕΙΑ ΟΣΚΑΡ xyxy=(135,2007,308,2037)
divider xyxy=(1003,311,1195,312)
notice-heading: ΠΡΟΜΗΘΕΙΑ ΤΡΙΚΥΚΛΟΥ ΦΟΡΤΗΓΟΥ ΑΥΤΟΚΙΝΗΤΟΥ xyxy=(69,406,227,433)
notice-signature: Η επιτροπή xyxy=(1408,264,1469,278)
notice-signature: Ο Δήμαρχος ΜΙΧΑΗΛ ΠΑΠΑΔΟΠΟΥΛΟΣ xyxy=(99,568,218,596)
ad-pallas-alt-title: THE SILVER BEARS xyxy=(629,1630,889,1661)
divider xyxy=(424,619,578,620)
ad-olympion-photo xyxy=(436,1904,580,2096)
notice-body: Η ΑΕΠΥΣ προκηρύσσει μειοδοτικό διαγωνισμό για την προμήθεια: α) 725 Α.Α. Β) 3.000 τεμ. β) 2.000 τεμ. xyxy=(1369,307,1509,363)
ad-pallas-line1: ΚΟΛΟΣΣΙΑΙΟ ΘΡΙΛΛΕΡ xyxy=(676,1338,842,1354)
ad-egnatia-photo xyxy=(802,1855,966,2144)
notice-body: Η 3η ΔΕΚΕ Θεσσαλονίκης προκηρύσσει διαγωνισμό για την προμήθεια ασφάλτου γαλακτώματος. Προσφορές μέχρι την 18η Δεκεμβρίου. xyxy=(1003,610,1195,667)
notice-signature: Η Διοίκηση xyxy=(1408,587,1469,601)
ad-galaxias-photo xyxy=(113,1354,402,1528)
